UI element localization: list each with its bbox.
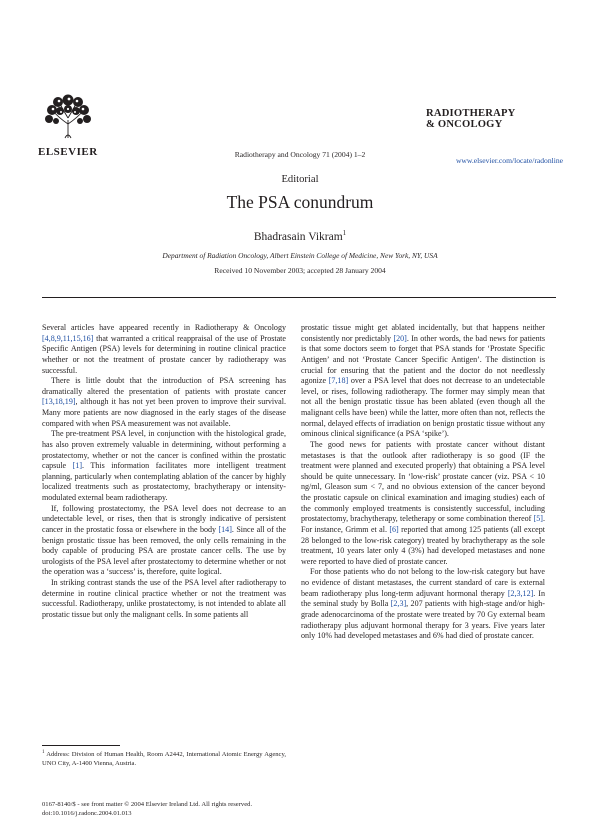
paragraph: prostatic tissue might get ablated incidentally, but that happens neither consistently nor predictably [20]. In other words, the bad news for patients is that some doctors seem to forget that PSA stands for ‘Prostate Specific Antigen’ and not ‘Prostate Cancer Specific Antigen’. The distinction is crucial for ensuring that the patient and the doctor do not needlessly agonize [7,18] over a PSA level that does not decrease to an undetectable level, or rises, following radiotherapy. The former may simply mean that not all the benign prostatic tissue has been ablated (even though all the malignant cells have been) while the latter, more often than not, reflects the normal, delayed effects of irradiation on benign prostatic tissue without any ominous clinical significance (a PSA ‘spike’).	[301, 323, 546, 439]
citation-link[interactable]: [2,3,12]	[507, 588, 534, 598]
journal-logo	[426, 108, 556, 130]
footnote-text: Address: Division of Human Health, Room A2442, International Atomic Energy Agency, UNO City, A-1400 Vienna, Austria.	[42, 751, 286, 767]
journal-logo-line1: RADIOTHERAPY	[426, 108, 516, 119]
journal-citation: Radiotherapy and Oncology 71 (2004) 1–2	[234, 150, 366, 159]
journal-url-link[interactable]: www.elsevier.com/locate/radonline	[455, 156, 563, 165]
citation-link[interactable]: [7,18]	[328, 376, 349, 386]
citation-link[interactable]: [1]	[72, 461, 83, 471]
footer	[42, 800, 252, 818]
paragraph: For those patients who do not belong to the low-risk category but have no evidence of distant metastases, the current standard of care is external beam radiotherapy plus long-term adjuvant hormonal therapy [2,3,12]. In the seminal study by Bolla [2,3], 207 patients with high-stage and/or high-grade adenocarcinoma of the prostate were treated by 70 Gy external beam radiotherapy plus adjuvant hormonal therapy for 3 years. Five years later only 10% had developed metastases and 6% had died of prostate cancer.	[301, 567, 545, 641]
doi[interactable]: doi:10.1016/j.radonc.2004.01.013	[42, 810, 132, 817]
citation-link[interactable]: [13,18,19]	[42, 397, 76, 407]
header-divider	[42, 297, 556, 298]
body-column-right	[301, 323, 545, 642]
citation-link[interactable]: [6]	[389, 524, 399, 534]
paragraph: In striking contrast stands the use of the PSA level after radiotherapy to determine in routine clinical practice whether or not the treatment was successful. Radiotherapy, unlike prostatectomy, is not intended to ablate all prostatic tissue but only the malignant cells. In some patients all	[42, 578, 286, 619]
citation-link[interactable]: [4,8,9,11,15,16]	[42, 333, 94, 343]
paragraph: If, following prostatectomy, the PSA level does not decrease to an undetectable level, or rises, then that is strongly indicative of persistent cancer in the prostatic fossa or elsewhere in the body [14]. Since all of the benign prostatic tissue has been removed, the only cells remaining in the body capable of producing PSA are prostate cancer cells. The use by urologists of the PSA level after prostatectomy to determine whether or not the operation was a ‘success’ is, therefore, quite logical.	[42, 503, 286, 577]
publisher-name: ELSEVIER	[38, 146, 98, 158]
footnote-divider	[42, 745, 120, 746]
paragraph: The pre-treatment PSA level, in conjunction with the histological grade, has also proven extremely valuable in determining, without performing a prostatectomy, whether or not the cancer is confined within the prostatic capsule [1]. This information facilitates more intelligent treatment planning, particularly when contemplating ablation of the cancer by highly localized treatments such as prostatectomy, brachytherapy or intensity-modulated external beam radiotherapy.	[42, 429, 287, 502]
footnote	[42, 749, 286, 769]
citation-link[interactable]: [14]	[218, 524, 232, 534]
article-title: The PSA conundrum	[226, 192, 374, 212]
citation-link[interactable]: [5]	[533, 514, 543, 524]
paragraph: Several articles have appeared recently in Radiotherapy & Oncology [4,8,9,11,15,16] that warranted a critical reappraisal of the use of Prostate Specific Antigen (PSA) levels for determining in routine clinical practice whether or not the treatment of prostate cancer by radiotherapy was successful.	[42, 323, 286, 375]
footnote-marker: 1	[42, 750, 45, 755]
copyright-notice: 0167-8140/$ - see front matter © 2004 Elsevier Ireland Ltd. All rights reserved.	[42, 801, 253, 808]
elsevier-tree-icon	[42, 94, 94, 140]
author	[0, 229, 600, 243]
elsevier-logo	[38, 94, 98, 156]
affiliation: Department of Radiation Oncology, Albert Einstein College of Medicine, New York, NY, USA	[162, 251, 438, 260]
citation-link[interactable]: [20]	[393, 333, 407, 343]
journal-logo-line2: & ONCOLOGY	[426, 119, 503, 130]
body-column-left	[42, 323, 286, 621]
author-footnote-marker[interactable]: 1	[342, 229, 347, 237]
paragraph: There is little doubt that the introduction of PSA screening has dramatically altered the presentation of patients with prostate cancer [13,18,19], although it has not yet been proven to improve their survival. Many more patients are now diagnosed in the early stages of the disease compared with when PSA measurement was not available.	[42, 376, 286, 428]
received-dates: Received 10 November 2003; accepted 28 January 2004	[214, 266, 386, 275]
citation-link[interactable]: [2,3]	[390, 599, 407, 609]
paragraph: The good news for patients with prostate cancer without distant metastases is that the outlook after radiotherapy is so good (IF the treatment were planned and executed properly) that obtaining a PSA level should be quite unnecessary. In ‘low-risk’ prostate cancer (viz. PSA < 10 ng/ml, Gleason sum < 7, and no obvious extension of the cancer beyond the prostatic capsule on clinical examination and imaging studies) each of the commonly employed treatments is consistently successful, including prostatectomy, brachytherapy, teletherapy or some combination thereof [5]. For instance, Grimm et al. [6] reported that among 125 patients (all except 28 belonged to the low-risk category) treated by brachytherapy as the sole treatment, 10 years later only 4 (3%) had developed metastases and none were reported to have died of prostate cancer.	[301, 439, 545, 566]
article-type: Editorial	[281, 174, 319, 185]
author-name: Bhadrasain Vikram	[253, 230, 343, 243]
